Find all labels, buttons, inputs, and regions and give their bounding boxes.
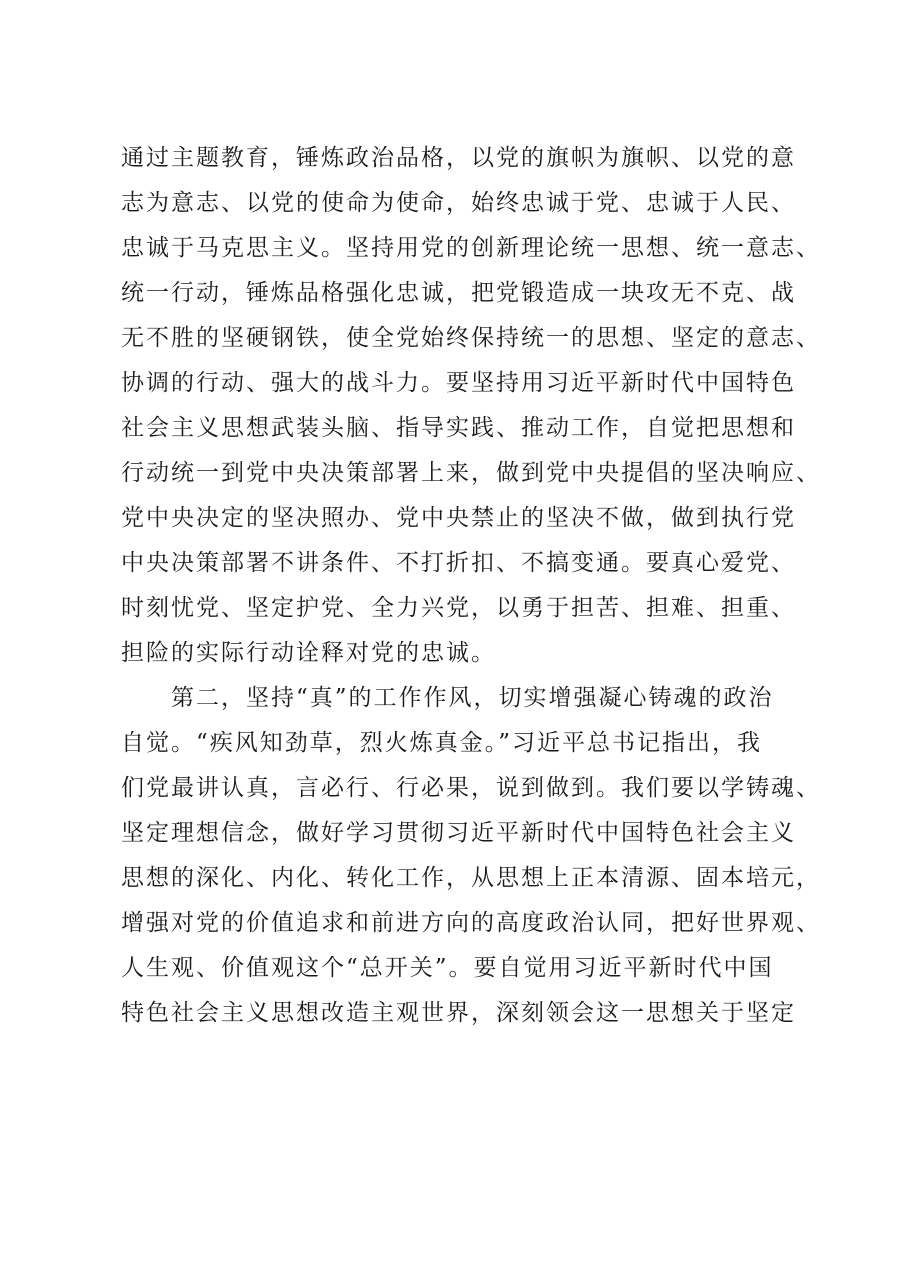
text-line: 无不胜的坚硬钢铁，使全党始终保持统一的思想、坚定的意志、 — [121, 325, 821, 351]
text-line: 增强对党的价值追求和前进方向的高度政治认同，把好世界观、 — [121, 910, 821, 936]
text-line: 社会主义思想武装头脑、指导实践、推动工作，自觉把思想和 — [121, 415, 796, 441]
text-line: 通过主题教育，锤炼政治品格，以党的旗帜为旗帜、以党的意 — [121, 145, 796, 171]
paragraph-2 — [121, 676, 821, 1036]
text-line: 中央决策部署不讲条件、不打折扣、不搞变通。要真心爱党、 — [121, 550, 796, 576]
paragraph-1 — [121, 136, 821, 676]
text-line: 行动统一到党中央决策部署上来，做到党中央提倡的坚决响应、 — [121, 460, 821, 486]
text-line: 忠诚于马克思主义。坚持用党的创新理论统一思想、统一意志、 — [121, 235, 821, 261]
text-line: 坚定理想信念，做好学习贯彻习近平新时代中国特色社会主义 — [121, 820, 796, 846]
text-line: 时刻忧党、坚定护党、全力兴党，以勇于担苦、担难、担重、 — [121, 595, 796, 621]
text-line: 党中央决定的坚决照办、党中央禁止的坚决不做，做到执行党 — [121, 505, 796, 531]
text-line: 志为意志、以党的使命为使命，始终忠诚于党、忠诚于人民、 — [121, 190, 796, 216]
text-line: 们党最讲认真，言必行、行必果，说到做到。我们要以学铸魂、 — [121, 775, 821, 801]
text-line: 担险的实际行动诠释对党的忠诚。 — [121, 640, 496, 666]
document-body — [121, 136, 821, 1036]
text-line: 第二，坚持“真”的工作作风，切实增强凝心铸魂的政治 — [171, 685, 774, 711]
text-line: 自觉。“疾风知劲草，烈火炼真金。”习近平总书记指出，我 — [121, 730, 763, 756]
text-line: 统一行动，锤炼品格强化忠诚，把党锻造成一块攻无不克、战 — [121, 280, 796, 306]
text-line: 协调的行动、强大的战斗力。要坚持用习近平新时代中国特色 — [121, 370, 796, 396]
text-line: 人生观、价值观这个“总开关”。要自觉用习近平新时代中国 — [121, 955, 774, 981]
text-line: 特色社会主义思想改造主观世界，深刻领会这一思想关于坚定 — [121, 1000, 796, 1026]
text-line: 思想的深化、内化、转化工作，从思想上正本清源、固本培元， — [121, 865, 821, 891]
